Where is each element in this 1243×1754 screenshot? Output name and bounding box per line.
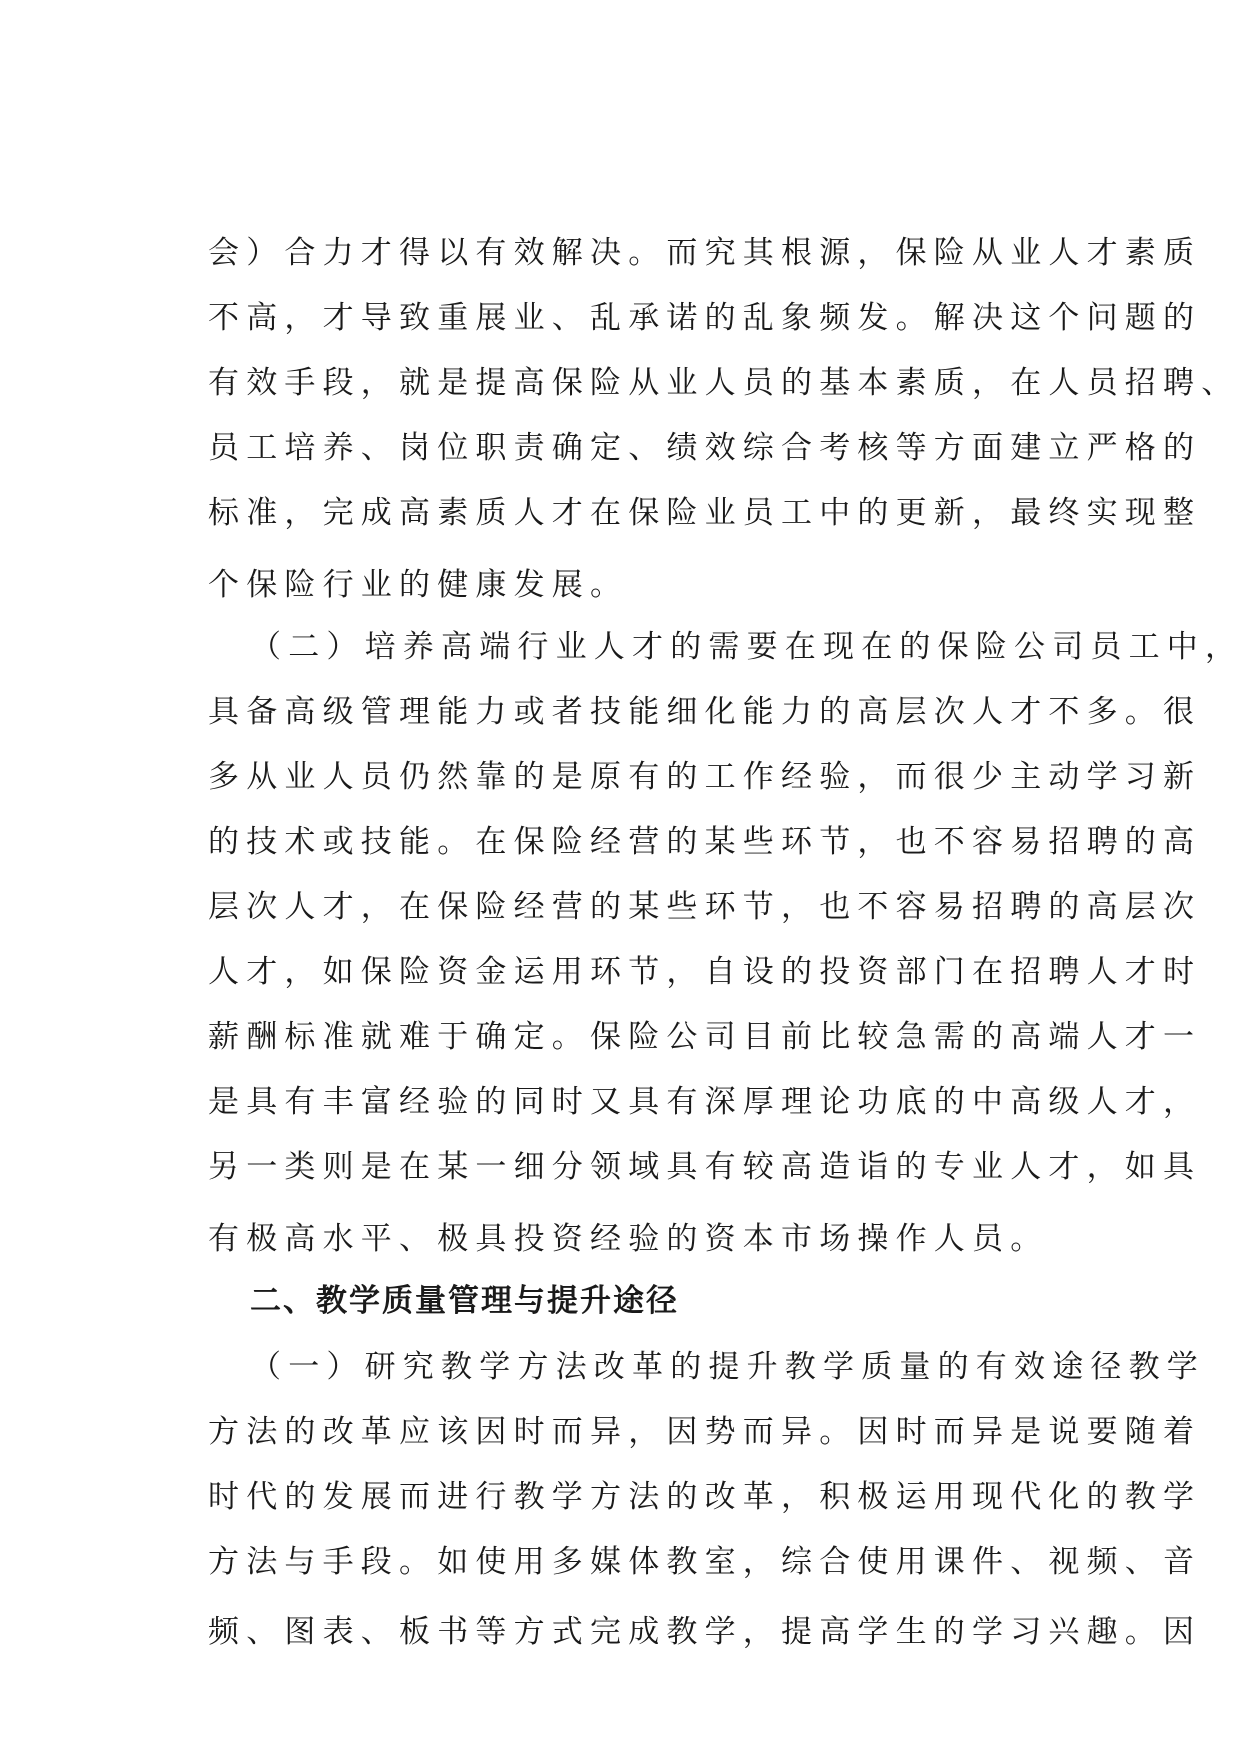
paragraph-line: 不高，才导致重展业、乱承诺的乱象频发。解决这个问题的 <box>208 300 1202 336</box>
paragraph-line: 另一类则是在某一细分领域具有较高造诣的专业人才，如具 <box>208 1149 1202 1185</box>
paragraph-line: 层次人才，在保险经营的某些环节，也不容易招聘的高层次 <box>208 889 1202 925</box>
paragraph-line: 方法的改革应该因时而异，因势而异。因时而异是说要随着 <box>208 1414 1202 1450</box>
paragraph-line: 频、图表、板书等方式完成教学，提高学生的学习兴趣。因 <box>208 1614 1202 1650</box>
paragraph-line: 的技术或技能。在保险经营的某些环节，也不容易招聘的高 <box>208 824 1202 860</box>
paragraph-line: （二）培养高端行业人才的需要在现在的保险公司员工中， <box>250 629 1243 665</box>
paragraph-line: 多从业人员仍然靠的是原有的工作经验，而很少主动学习新 <box>208 759 1202 795</box>
paragraph-line: （一）研究教学方法改革的提升教学质量的有效途径教学 <box>250 1349 1205 1385</box>
section-heading: 二、教学质量管理与提升途径 <box>250 1283 679 1319</box>
paragraph-line: 方法与手段。如使用多媒体教室，综合使用课件、视频、音 <box>208 1544 1202 1580</box>
paragraph-line: 标准，完成高素质人才在保险业员工中的更新，最终实现整 <box>208 495 1202 531</box>
paragraph-line: 员工培养、岗位职责确定、绩效综合考核等方面建立严格的 <box>208 430 1202 466</box>
paragraph-line: 薪酬标准就难于确定。保险公司目前比较急需的高端人才一 <box>208 1019 1202 1055</box>
paragraph-line: 个保险行业的健康发展。 <box>208 567 629 603</box>
paragraph-line: 是具有丰富经验的同时又具有深厚理论功底的中高级人才， <box>208 1084 1202 1120</box>
paragraph-line: 有效手段，就是提高保险从业人员的基本素质，在人员招聘、 <box>208 365 1240 401</box>
paragraph-line: 时代的发展而进行教学方法的改革，积极运用现代化的教学 <box>208 1479 1202 1515</box>
paragraph-line: 会）合力才得以有效解决。而究其根源，保险从业人才素质 <box>208 235 1202 271</box>
paragraph-line: 人才，如保险资金运用环节，自设的投资部门在招聘人才时 <box>208 954 1202 990</box>
paragraph-line: 有极高水平、极具投资经验的资本市场操作人员。 <box>208 1221 1049 1257</box>
paragraph-line: 具备高级管理能力或者技能细化能力的高层次人才不多。很 <box>208 694 1202 730</box>
